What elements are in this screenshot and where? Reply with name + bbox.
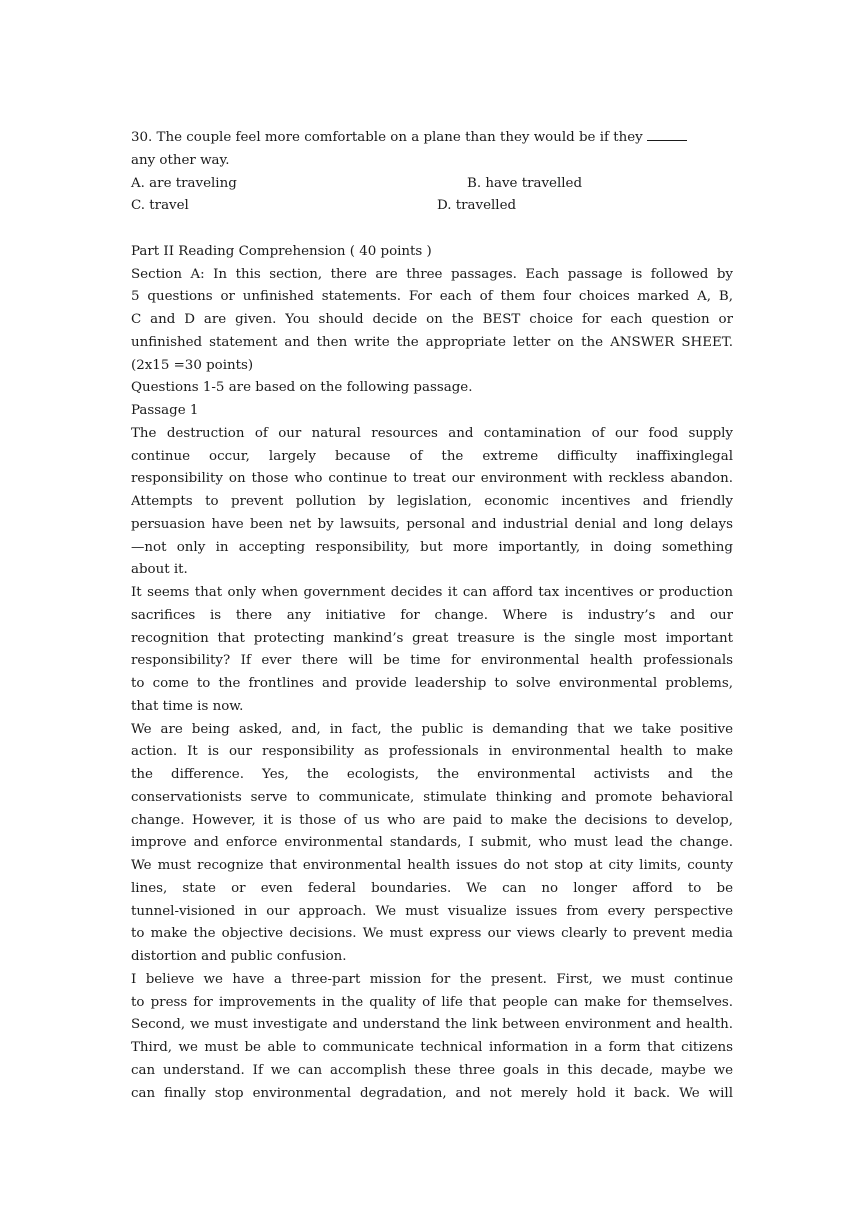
paragraph-3-line: We must recognize that environmental health issues do not stop at city limits, county [131,858,733,873]
paragraph-4-line: can finally stop environmental degradation, and not merely hold it back. We will [131,1085,733,1101]
paragraph-3-line: action. It is our responsibility as professionals in environmental health to make [131,744,733,760]
paragraph-4-line: Third, we must be able to communicate technical information in a form that citizens [131,1040,733,1055]
paragraph-3-line: the difference. Yes, the ecologists, the environmental activists and the [131,767,733,782]
option-c: C. travel [131,198,189,214]
section-a-line: 5 questions or unfinished statements. For each of them four choices marked A, B, [131,289,733,305]
paragraph-4-line: I believe we have a three-part mission for the present. First, we must continue [131,971,733,987]
paragraph-3-line: We are being asked, and, in fact, the public is demanding that we take positive [131,721,733,737]
paragraph-1-line: The destruction of our natural resources and contamination of our food supply [131,425,733,441]
spacer [131,218,733,241]
paragraph-2-line: responsibility? If ever there will be time for environmental health professionals [131,653,733,669]
paragraph-1-line: Attempts to prevent pollution by legislation, economic incentives and friendly [131,494,733,509]
points-line: (2x15 =30 points) [131,357,254,373]
paragraph-3-last-line: distortion and public confusion. [131,949,347,964]
option-d: D. travelled [437,198,517,214]
paragraph-4-line: Second, we must investigate and understand the link between environment and health. [131,1017,733,1033]
paragraph-1-line: continue occur, largely because of the extreme difficulty inaffixinglegal [131,448,733,464]
section-a-instructions [131,264,733,355]
paragraph-2-last-line: that time is now. [131,698,244,714]
section-a-line: C and D are given. You should decide on the BEST choice for each question or [131,312,733,327]
document-page [131,127,733,1105]
passage-paragraph-1 [131,423,733,560]
paragraph-3-line: tunnel-visioned in our approach. We must visualize issues from every perspective [131,903,733,919]
paragraph-3-line: to make the objective decisions. We must express our views clearly to prevent media [131,926,733,942]
paragraph-2-line: recognition that protecting mankind’s great treasure is the single most important [131,630,733,646]
part-2-title: Part II Reading Comprehension ( 40 points ) [131,243,432,259]
paragraph-3-line: lines, state or even federal boundaries. We can no longer afford to be [131,880,733,896]
passage-paragraph-4 [131,969,733,1106]
paragraph-2-line: It seems that only when government decides it can afford tax incentives or production [131,585,733,600]
paragraph-2-line: to come to the frontlines and provide leadership to solve environmental problems, [131,676,733,691]
paragraph-4-line: to press for improvements in the quality of life that people can make for themselves. [131,994,733,1010]
option-b: B. have travelled [467,175,583,191]
paragraph-4-line: can understand. If we can accomplish these three goals in this decade, maybe we [131,1062,733,1078]
paragraph-1-line: responsibility on those who continue to treat our environment with reckless abandon. [131,471,733,487]
question-30-options-row-2 [131,195,733,218]
paragraph-3-line: change. However, it is those of us who are paid to make the decisions to develop, [131,812,733,828]
option-a: A. are traveling [131,175,237,191]
question-30-stem-line-1 [131,127,733,150]
paragraph-1-line: —not only in accepting responsibility, but more importantly, in doing something [131,539,733,555]
answer-blank [647,128,687,141]
question-30-stem-text: 30. The couple feel more comfortable on a plane than they would be if they [131,130,643,145]
paragraph-3-line: conservationists serve to communicate, stimulate thinking and promote behavioral [131,789,733,805]
passage-paragraph-3 [131,719,733,947]
section-a-line: unfinished statement and then write the appropriate letter on the ANSWER SHEET. [131,334,733,350]
question-30-stem-line-2: any other way. [131,152,230,168]
passage-paragraph-2 [131,582,733,696]
section-a-line: Section A: In this section, there are three passages. Each passage is followed by [131,266,733,282]
paragraph-1-last-line: about it. [131,562,188,578]
paragraph-2-line: sacrifices is there any initiative for change. Where is industry’s and our [131,607,733,623]
question-30-options-row-1 [131,173,733,196]
paragraph-3-line: improve and enforce environmental standards, I submit, who must lead the change. [131,835,733,851]
questions-intro: Questions 1-5 are based on the following passage. [131,380,473,396]
paragraph-1-line: persuasion have been net by lawsuits, personal and industrial denial and long delays [131,516,733,532]
passage-label: Passage 1 [131,403,199,418]
